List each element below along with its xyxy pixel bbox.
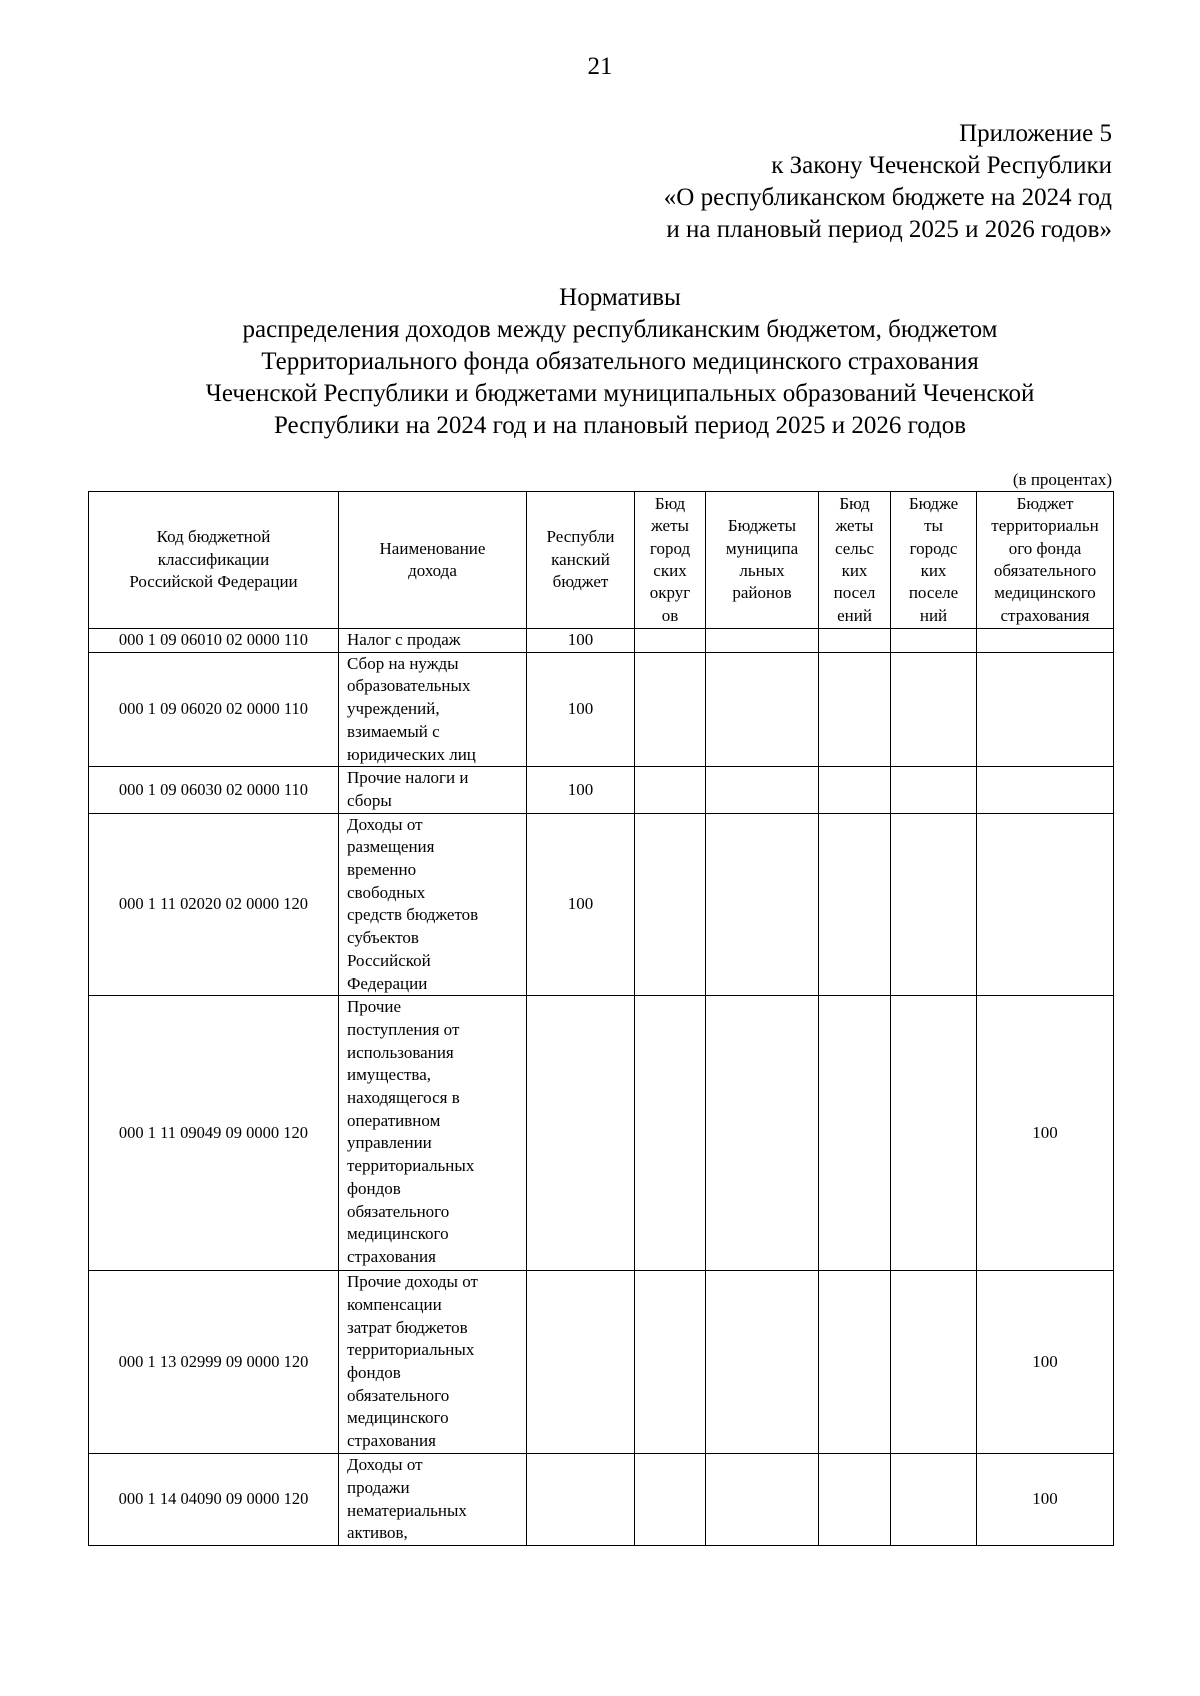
cell-rural-settlements [819, 652, 891, 767]
cell-code: 000 1 11 02020 02 0000 120 [89, 813, 339, 996]
header-urban-settlements: Бюдже ты городс ких поселе ний [891, 492, 977, 629]
cell-rural-settlements [819, 1271, 891, 1454]
table-row [89, 1454, 1114, 1546]
cell-code: 000 1 14 04090 09 0000 120 [89, 1454, 339, 1546]
cell-code: 000 1 09 06020 02 0000 110 [89, 652, 339, 767]
cell-name: Прочие доходы от компенсации затрат бюджетов территориальных фондов обязательного медицинского страхования [339, 1271, 527, 1454]
page-number: 21 [587, 53, 613, 80]
cell-rural-settlements [819, 1454, 891, 1546]
table-row [89, 652, 1114, 767]
cell-republic [527, 1454, 635, 1546]
cell-name: Доходы от размещения временно свободных средств бюджетов субъектов Российской Федерации [339, 813, 527, 996]
cell-republic [527, 996, 635, 1271]
cell-city-districts [635, 1271, 706, 1454]
table-row [89, 629, 1114, 653]
header-republic: Республи канский бюджет [527, 492, 635, 629]
header-municipal-districts: Бюджеты муниципа льных районов [706, 492, 819, 629]
cell-name: Налог с продаж [339, 629, 527, 653]
header-rural-settlements: Бюд жеты сельс ких посел ений [819, 492, 891, 629]
appendix-line: Приложение 5 [959, 120, 1112, 147]
cell-urban-settlements [891, 652, 977, 767]
appendix-line: и на плановый период 2025 и 2026 годов» [666, 216, 1112, 243]
cell-republic [527, 1271, 635, 1454]
cell-republic: 100 [527, 629, 635, 653]
cell-rural-settlements [819, 767, 891, 813]
cell-city-districts [635, 652, 706, 767]
cell-oms-fund: 100 [977, 996, 1114, 1271]
cell-oms-fund: 100 [977, 1271, 1114, 1454]
cell-oms-fund [977, 767, 1114, 813]
table-body [89, 629, 1114, 1546]
cell-code: 000 1 11 09049 09 0000 120 [89, 996, 339, 1271]
units-note: (в процентах) [1012, 470, 1112, 489]
cell-oms-fund [977, 629, 1114, 653]
title-line: Территориального фонда обязательного медицинского страхования [261, 348, 979, 375]
cell-urban-settlements [891, 1271, 977, 1454]
appendix-line: «О республиканском бюджете на 2024 год [663, 184, 1112, 211]
cell-oms-fund [977, 813, 1114, 996]
cell-republic: 100 [527, 813, 635, 996]
cell-urban-settlements [891, 629, 977, 653]
cell-rural-settlements [819, 629, 891, 653]
title-line: Республики на 2024 год и на плановый период 2025 и 2026 годов [273, 412, 967, 439]
cell-rural-settlements [819, 813, 891, 996]
title-line: Чеченской Республики и бюджетами муниципальных образований Чеченской [205, 380, 1035, 407]
title-line: Нормативы [559, 284, 681, 311]
cell-municipal-districts [706, 813, 819, 996]
cell-city-districts [635, 767, 706, 813]
cell-oms-fund: 100 [977, 1454, 1114, 1546]
cell-city-districts [635, 813, 706, 996]
appendix-line: к Закону Чеченской Республики [771, 152, 1112, 179]
cell-name: Прочие поступления от использования имущества, находящегося в оперативном управлении территориальных фондов обязательного медицинского страхования [339, 996, 527, 1271]
table-row [89, 1271, 1114, 1454]
table-row [89, 767, 1114, 813]
cell-republic: 100 [527, 767, 635, 813]
cell-urban-settlements [891, 1454, 977, 1546]
cell-city-districts [635, 1454, 706, 1546]
cell-city-districts [635, 629, 706, 653]
cell-city-districts [635, 996, 706, 1271]
cell-name: Доходы от продажи нематериальных активов, [339, 1454, 527, 1546]
cell-municipal-districts [706, 996, 819, 1271]
header-code: Код бюджетной классификации Российской Федерации [89, 492, 339, 629]
table-row [89, 813, 1114, 996]
header-city-districts: Бюд жеты город ских округ ов [635, 492, 706, 629]
document-title [110, 282, 1130, 442]
cell-code: 000 1 09 06030 02 0000 110 [89, 767, 339, 813]
cell-municipal-districts [706, 1454, 819, 1546]
header-oms-fund: Бюджет территориальн ого фонда обязательного медицинского страхования [977, 492, 1114, 629]
table-header-row [89, 492, 1114, 629]
cell-urban-settlements [891, 996, 977, 1271]
cell-oms-fund [977, 652, 1114, 767]
cell-municipal-districts [706, 767, 819, 813]
appendix-reference [664, 118, 1112, 246]
cell-urban-settlements [891, 813, 977, 996]
title-line: распределения доходов между республиканским бюджетом, бюджетом [242, 316, 998, 343]
cell-municipal-districts [706, 629, 819, 653]
table-row [89, 996, 1114, 1271]
cell-municipal-districts [706, 1271, 819, 1454]
cell-republic: 100 [527, 652, 635, 767]
header-name: Наименование дохода [339, 492, 527, 629]
cell-code: 000 1 13 02999 09 0000 120 [89, 1271, 339, 1454]
cell-name: Сбор на нужды образовательных учреждений, взимаемый с юридических лиц [339, 652, 527, 767]
revenue-norms-table [88, 491, 1114, 1546]
cell-name: Прочие налоги и сборы [339, 767, 527, 813]
cell-municipal-districts [706, 652, 819, 767]
cell-urban-settlements [891, 767, 977, 813]
cell-rural-settlements [819, 996, 891, 1271]
cell-code: 000 1 09 06010 02 0000 110 [89, 629, 339, 653]
